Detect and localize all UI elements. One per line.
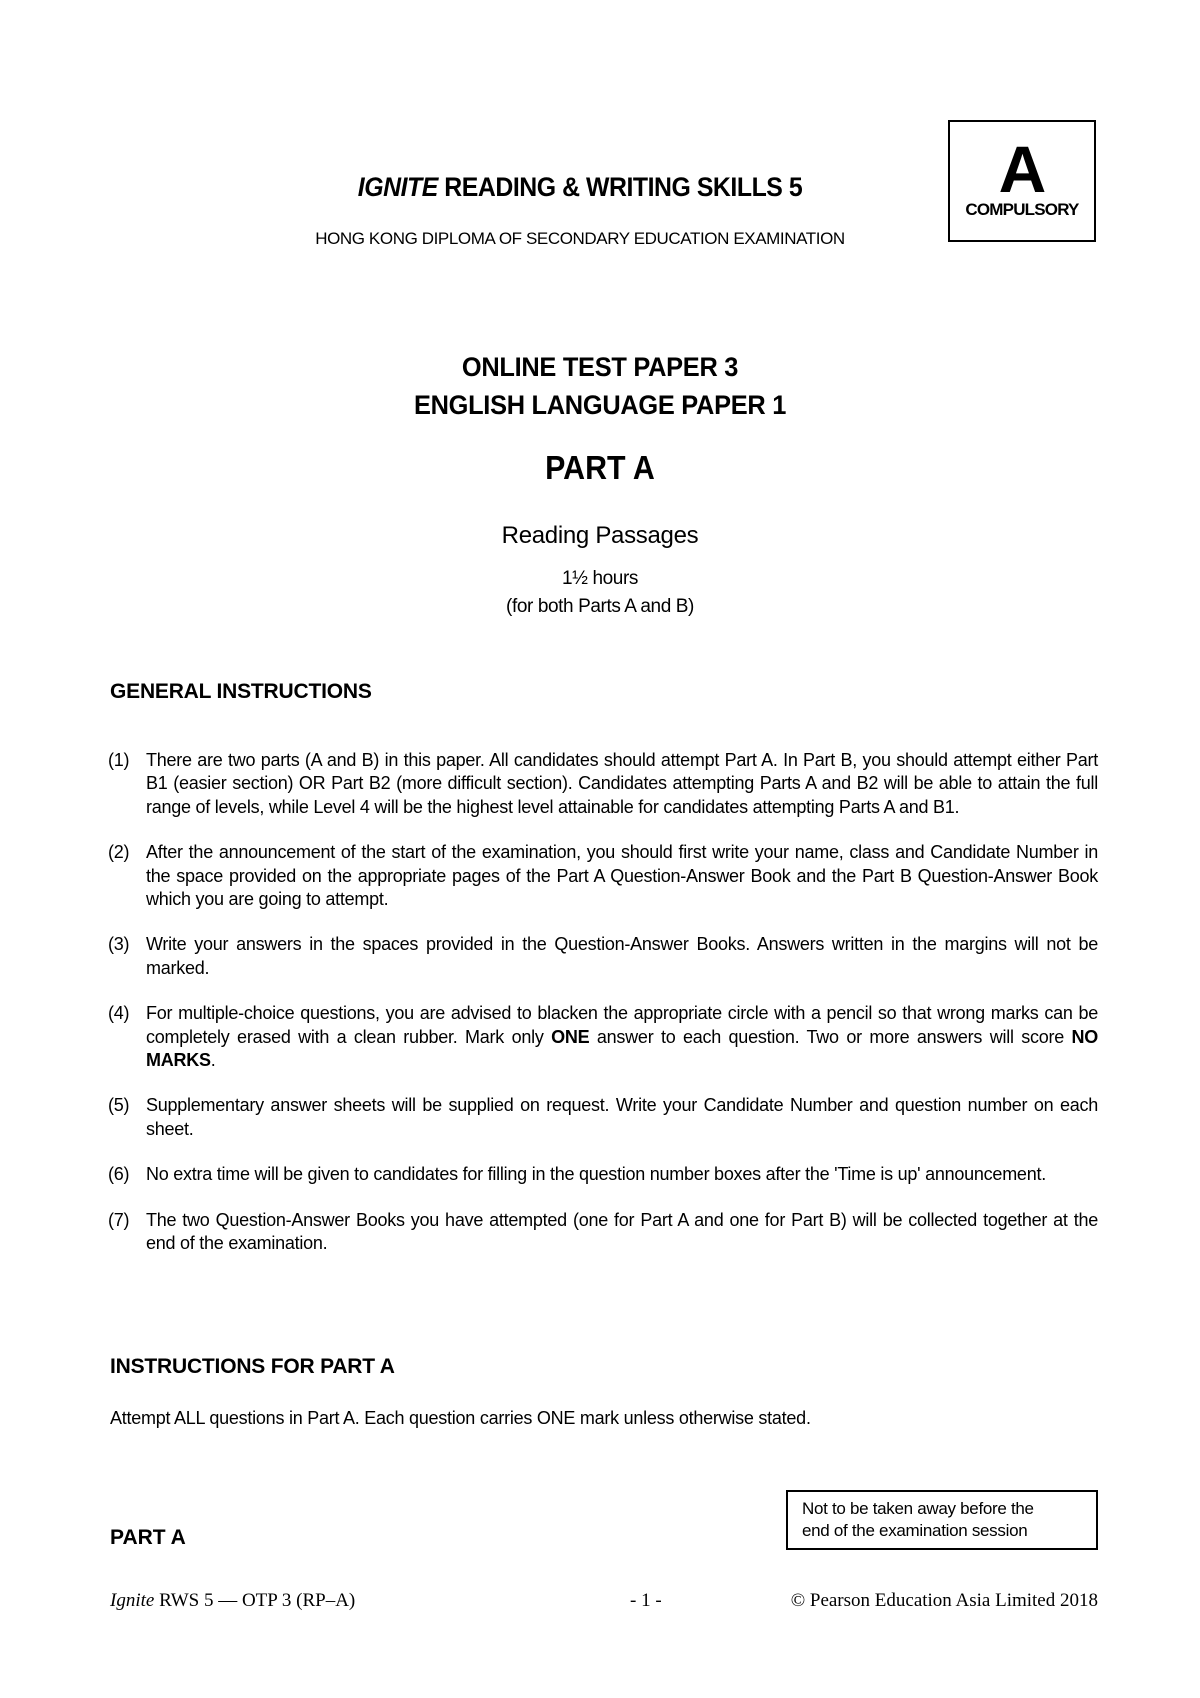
instruction-item	[108, 749, 1098, 819]
general-instructions-heading: GENERAL INSTRUCTIONS	[110, 680, 372, 703]
page-footer	[110, 1590, 1098, 1618]
instruction-item	[108, 841, 1098, 911]
instruction-item	[108, 1002, 1098, 1072]
duration-note: (for both Parts A and B)	[506, 596, 694, 617]
part-heading: PART A	[545, 449, 655, 486]
series-title-rest: READING & WRITING SKILLS 5	[444, 172, 803, 202]
notice-box	[786, 1490, 1098, 1550]
badge-label: COMPULSORY	[965, 200, 1079, 219]
part-a-label: PART A	[110, 1526, 186, 1549]
instruction-fragment: .	[210, 1050, 216, 1071]
instruction-text	[146, 1094, 1098, 1141]
instruction-number: (2)	[108, 842, 130, 863]
paper-subtitle: Reading Passages	[501, 522, 699, 549]
general-instructions-list	[108, 749, 1098, 1278]
instruction-fragment: Write your answers in the spaces provided in the Question-Answer Books. Answers written in the margins will not be marked.	[146, 934, 1098, 978]
instruction-text	[146, 1163, 1098, 1186]
notice-line-1: Not to be taken away before the	[802, 1499, 1034, 1518]
instruction-text	[146, 841, 1098, 911]
instruction-emphasis: NO MARKS	[146, 1026, 1098, 1071]
instruction-text	[146, 749, 1098, 819]
instruction-fragment: For multiple-choice questions, you are advised to blacken the appropriate circle with a pencil so that wrong marks can be completely erased with a clean rubber. Mark only	[146, 1003, 1098, 1047]
instruction-number: (5)	[108, 1095, 130, 1116]
notice-line-2: end of the examination session	[802, 1521, 1028, 1540]
instruction-item	[108, 1209, 1098, 1256]
instruction-text	[146, 933, 1098, 980]
instruction-fragment: There are two parts (A and B) in this paper. All candidates should attempt Part A. In Part B, you should attempt either Part B1 (easier section) OR Part B2 (more difficult section). Candidates attempting Parts A and B2 will be able to attain the full range of levels, while Level 4 will be the highest level attainable for candidates attempting Parts A and B1.	[146, 750, 1098, 817]
exam-name: HONG KONG DIPLOMA OF SECONDARY EDUCATION EXAMINATION	[315, 229, 845, 248]
paper-title-line-1: ONLINE TEST PAPER 3	[461, 352, 739, 382]
instruction-number: (3)	[108, 934, 130, 955]
series-title-italic: IGNITE	[357, 172, 438, 202]
part-a-instructions-heading: INSTRUCTIONS FOR PART A	[110, 1355, 395, 1378]
duration: 1½ hours	[561, 568, 639, 589]
instruction-item	[108, 1094, 1098, 1141]
instruction-number: (1)	[108, 750, 130, 770]
instruction-fragment: answer to each question. Two or more answers will score	[589, 1026, 1072, 1047]
instruction-number: (7)	[108, 1209, 130, 1230]
series-title	[322, 172, 837, 203]
copyright: © Pearson Education Asia Limited 2018	[790, 1590, 1098, 1611]
part-a-instructions-text: Attempt ALL questions in Part A. Each question carries ONE mark unless otherwise stated.	[110, 1408, 811, 1428]
instruction-emphasis: ONE	[551, 1026, 590, 1047]
badge-letter: A	[998, 132, 1046, 206]
footer-reference-rest: RWS 5 — OTP 3 (RP–A)	[154, 1590, 356, 1611]
instruction-item	[108, 933, 1098, 980]
instruction-fragment: No extra time will be given to candidates for filling in the question number boxes after the 'Time is up' announcement.	[146, 1164, 1046, 1185]
instruction-number: (4)	[108, 1003, 130, 1024]
instruction-text	[146, 1209, 1098, 1256]
page-number: - 1 -	[630, 1590, 662, 1611]
footer-reference-italic: Ignite	[110, 1590, 155, 1611]
instruction-fragment: The two Question-Answer Books you have attempted (one for Part A and one for Part B) will be collected together at the end of the examination.	[146, 1209, 1098, 1254]
instruction-fragment: After the announcement of the start of the examination, you should first write your name, class and Candidate Number in the space provided on the appropriate pages of the Part A Question-Answer Book and the Part B Question-Answer Book which you are going to attempt.	[146, 842, 1098, 910]
instruction-fragment: Supplementary answer sheets will be supplied on request. Write your Candidate Number and question number on each sheet.	[146, 1095, 1098, 1139]
compulsory-badge	[948, 120, 1096, 242]
instruction-text	[146, 1002, 1098, 1072]
paper-title-line-2: ENGLISH LANGUAGE PAPER 1	[413, 390, 787, 420]
instruction-item	[108, 1163, 1098, 1186]
footer-reference	[110, 1590, 355, 1612]
instruction-number: (6)	[108, 1164, 130, 1185]
